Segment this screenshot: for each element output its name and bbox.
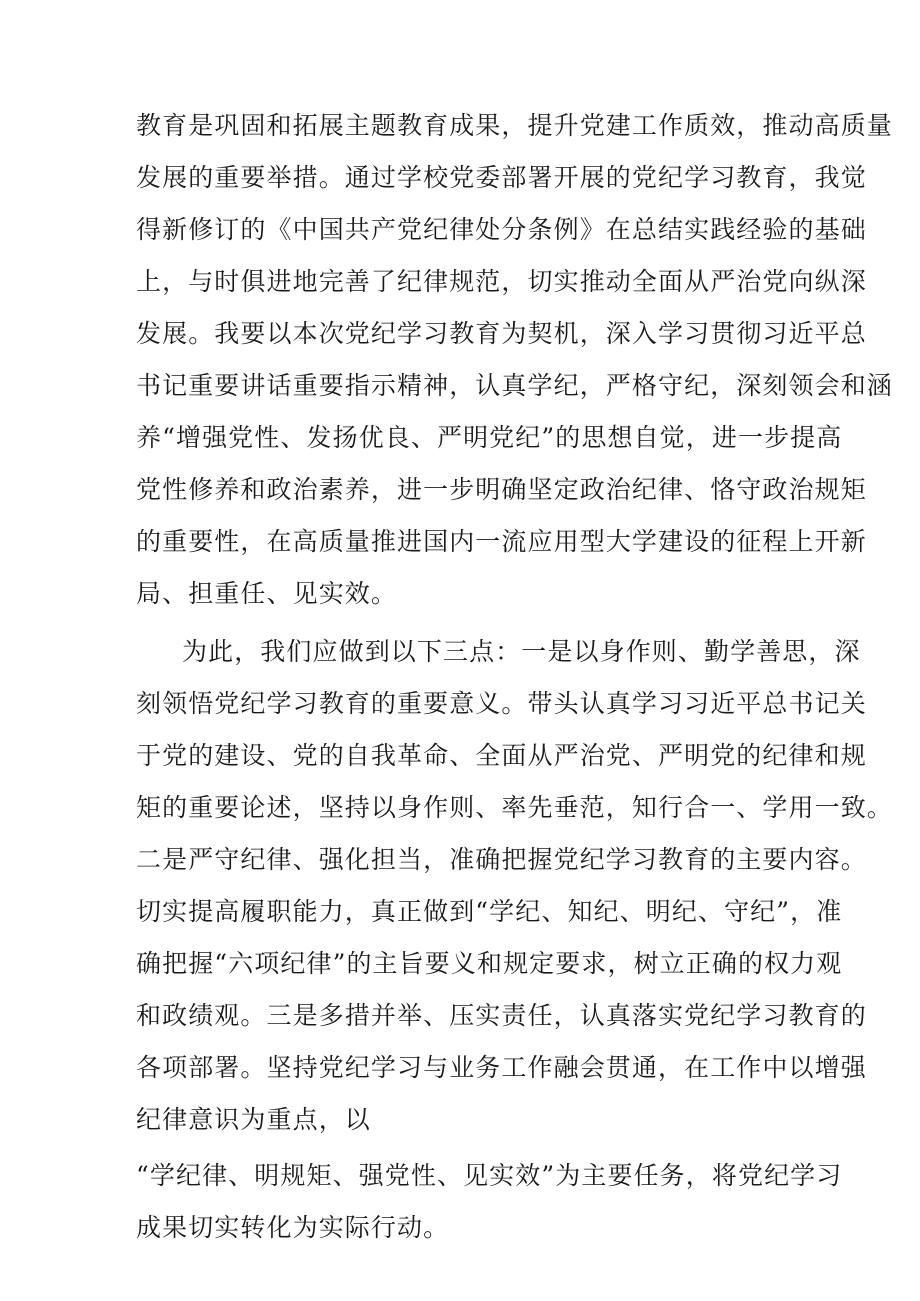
text-line: 和政绩观。三是多措并举、压实责任，认真落实党纪学习教育的 [136, 1001, 867, 1030]
text-line: 二是严守纪律、强化担当，准确把握党纪学习教育的主要内容。 [136, 845, 867, 874]
text-line: 为此，我们应做到以下三点：一是以身作则、勤学善思，深 [182, 637, 861, 666]
text-line: 上，与时俱进地完善了纪律规范，切实推动全面从严治党向纵深 [136, 267, 867, 296]
text-line: 党性修养和政治素养，进一步明确坚定政治纪律、恪守政治规矩 [136, 475, 867, 504]
text-line: 局、担重任、见实效。 [136, 579, 398, 608]
text-line: 发展。我要以本次党纪学习教育为契机，深入学习贯彻习近平总 [136, 319, 867, 348]
text-line: 得新修订的《中国共产党纪律处分条例》在总结实践经验的基础 [136, 215, 867, 244]
text-line: 养“增强党性、发扬优良、严明党纪”的思想自觉，进一步提高 [136, 423, 843, 452]
text-line: 教育是巩固和拓展主题教育成果，提升党建工作质效，推动高质量 [136, 111, 893, 140]
text-line: 发展的重要举措。通过学校党委部署开展的党纪学习教育，我觉 [136, 163, 867, 192]
text-line: 确把握“六项纪律”的主旨要义和规定要求，树立正确的权力观 [136, 949, 843, 978]
text-line: 成果切实转化为实际行动。 [136, 1213, 450, 1242]
text-line: 刻领悟党纪学习教育的重要意义。带头认真学习习近平总书记关 [136, 689, 867, 718]
text-line: 书记重要讲话重要指示精神，认真学纪，严格守纪，深刻领会和涵 [136, 371, 893, 400]
text-line: 切实提高履职能力，真正做到“学纪、知纪、明纪、守纪”，准 [136, 897, 843, 926]
text-line: 的重要性，在高质量推进国内一流应用型大学建设的征程上开新 [136, 527, 867, 556]
text-line: “学纪律、明规矩、强党性、见实效”为主要任务，将党纪学习 [136, 1161, 843, 1190]
text-line: 于党的建设、党的自我革命、全面从严治党、严明党的纪律和规 [136, 741, 867, 770]
text-line: 矩的重要论述，坚持以身作则、率先垂范，知行合一、学用一致。 [136, 793, 893, 822]
text-line: 纪律意识为重点，以 [136, 1105, 371, 1134]
text-line: 各项部署。坚持党纪学习与业务工作融会贯通，在工作中以增强 [136, 1053, 867, 1082]
